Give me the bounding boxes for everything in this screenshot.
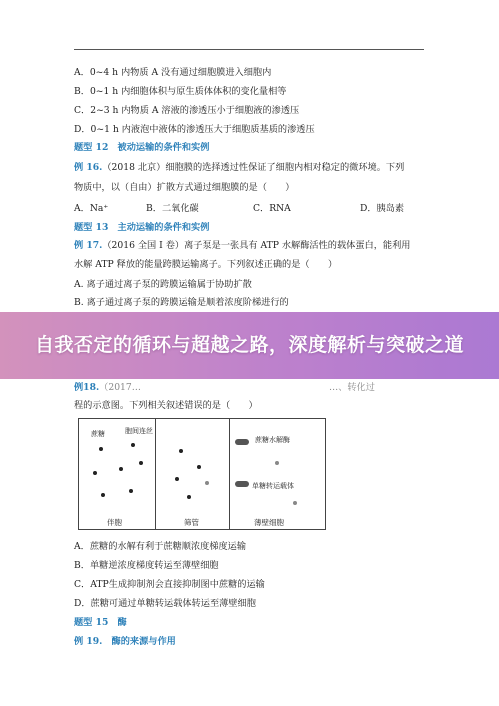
example-17-option-a: A. 离子通过离子泵的跨膜运输属于协助扩散: [74, 279, 252, 290]
example-17-option-b: B. 离子通过离子泵的跨膜运输是顺着浓度阶梯进行的: [74, 297, 289, 308]
option-a-line: A．0~4 h 内物质 A 没有通过细胞膜进入细胞内: [74, 67, 272, 78]
section-heading-13: 题型 13 主动运输的条件和实例: [74, 222, 210, 233]
example-16-options: [74, 202, 414, 215]
example-16-label: 例 16.: [74, 162, 103, 173]
section-heading-15: 题型 15 酶: [74, 617, 127, 628]
hydrolase-enzyme: [235, 439, 249, 445]
carrier-protein: [235, 481, 249, 487]
sucrose-dot: [119, 467, 123, 471]
sieve-tube-label: 筛管: [184, 518, 199, 527]
example-17-label: 例 17.: [74, 240, 103, 251]
option-d-line: D．0~1 h 内液泡中液体的渗透压大于细胞质基质的渗透压: [74, 124, 315, 135]
ex16-option-b: B．二氧化碳: [146, 203, 199, 214]
monosaccharide-dot: [293, 501, 297, 505]
sucrose-dot: [139, 461, 143, 465]
ex16-option-a: A．Na⁺: [74, 203, 109, 214]
example-16-text-a: （2018 北京）细胞膜的选择透过性保证了细胞内相对稳定的微环境。下列: [102, 162, 405, 173]
example-17-line2: 水解 ATP 释放的能量跨膜运输离子。下列叙述正确的是（ ）: [74, 259, 338, 270]
example-19-heading: 例 19. 酶的来源与作用: [74, 636, 176, 647]
example-18-label: 例18.: [74, 382, 100, 393]
plasmodesma-label: 胞间连丝: [125, 427, 153, 435]
q18-option-c: C．ATP生成抑制剂会直接抑制图中蔗糖的运输: [74, 579, 265, 590]
top-rule: [74, 49, 424, 50]
cell-wall-right: [229, 419, 230, 529]
carrier-label: 单糖转运载体: [252, 482, 294, 490]
option-c-line: C．2~3 h 内物质 A 溶液的渗透压小于细胞液的渗透压: [74, 105, 300, 116]
sucrose-dot: [99, 447, 103, 451]
cell-wall-left: [155, 419, 156, 529]
sucrose-dot: [187, 495, 191, 499]
sucrose-dot: [131, 443, 135, 447]
sucrose-dot: [179, 449, 183, 453]
q18-option-b: B．单糖逆浓度梯度转运至薄壁细胞: [74, 560, 219, 571]
companion-cell-label: 伴胞: [107, 518, 122, 527]
monosaccharide-dot: [205, 481, 209, 485]
sucrose-dot: [93, 471, 97, 475]
example-16-line1: [74, 161, 404, 174]
hydrolase-label: 蔗糖水解酶: [255, 436, 290, 444]
q18-option-d: D．蔗糖可通过单糖转运载体转运至薄壁细胞: [74, 598, 256, 609]
section-heading-12: 题型 12 被动运输的条件和实例: [74, 142, 210, 153]
banner-title: 自我否定的循环与超越之路，深度解析与突破之道: [34, 334, 464, 356]
example-17-line1: [74, 239, 411, 252]
example-18-text-a-tail: …、转化过: [329, 382, 375, 393]
sucrose-dot: [129, 489, 133, 493]
option-b-line: B．0~1 h 内细胞体积与原生质体体积的变化量相等: [74, 86, 287, 97]
parenchyma-label: 薄壁细胞: [254, 518, 284, 527]
example-18-line1: [74, 381, 375, 394]
sucrose-dot: [197, 465, 201, 469]
sucrose-label-left: 蔗糖: [91, 430, 105, 438]
example-18-text-a: （2017…: [99, 382, 141, 393]
transport-diagram: [78, 418, 326, 530]
q18-option-a: A．蔗糖的水解有利于蔗糖顺浓度梯度运输: [74, 541, 247, 552]
monosaccharide-dot: [275, 461, 279, 465]
ex16-option-d: D．胰岛素: [360, 203, 405, 214]
sucrose-dot: [101, 493, 105, 497]
example-18-line2: 程的示意图。下列相关叙述错误的是（ ）: [74, 400, 258, 411]
title-banner: [0, 312, 499, 379]
sucrose-dot: [175, 477, 179, 481]
example-17-text-a: （2016 全国 I 卷）离子泵是一张具有 ATP 水解酶活性的载体蛋白，能利用: [102, 240, 411, 251]
example-16-line2: 物质中，以（自由）扩散方式通过细胞膜的是（ ）: [74, 182, 295, 193]
ex16-option-c: C．RNA: [253, 203, 291, 214]
